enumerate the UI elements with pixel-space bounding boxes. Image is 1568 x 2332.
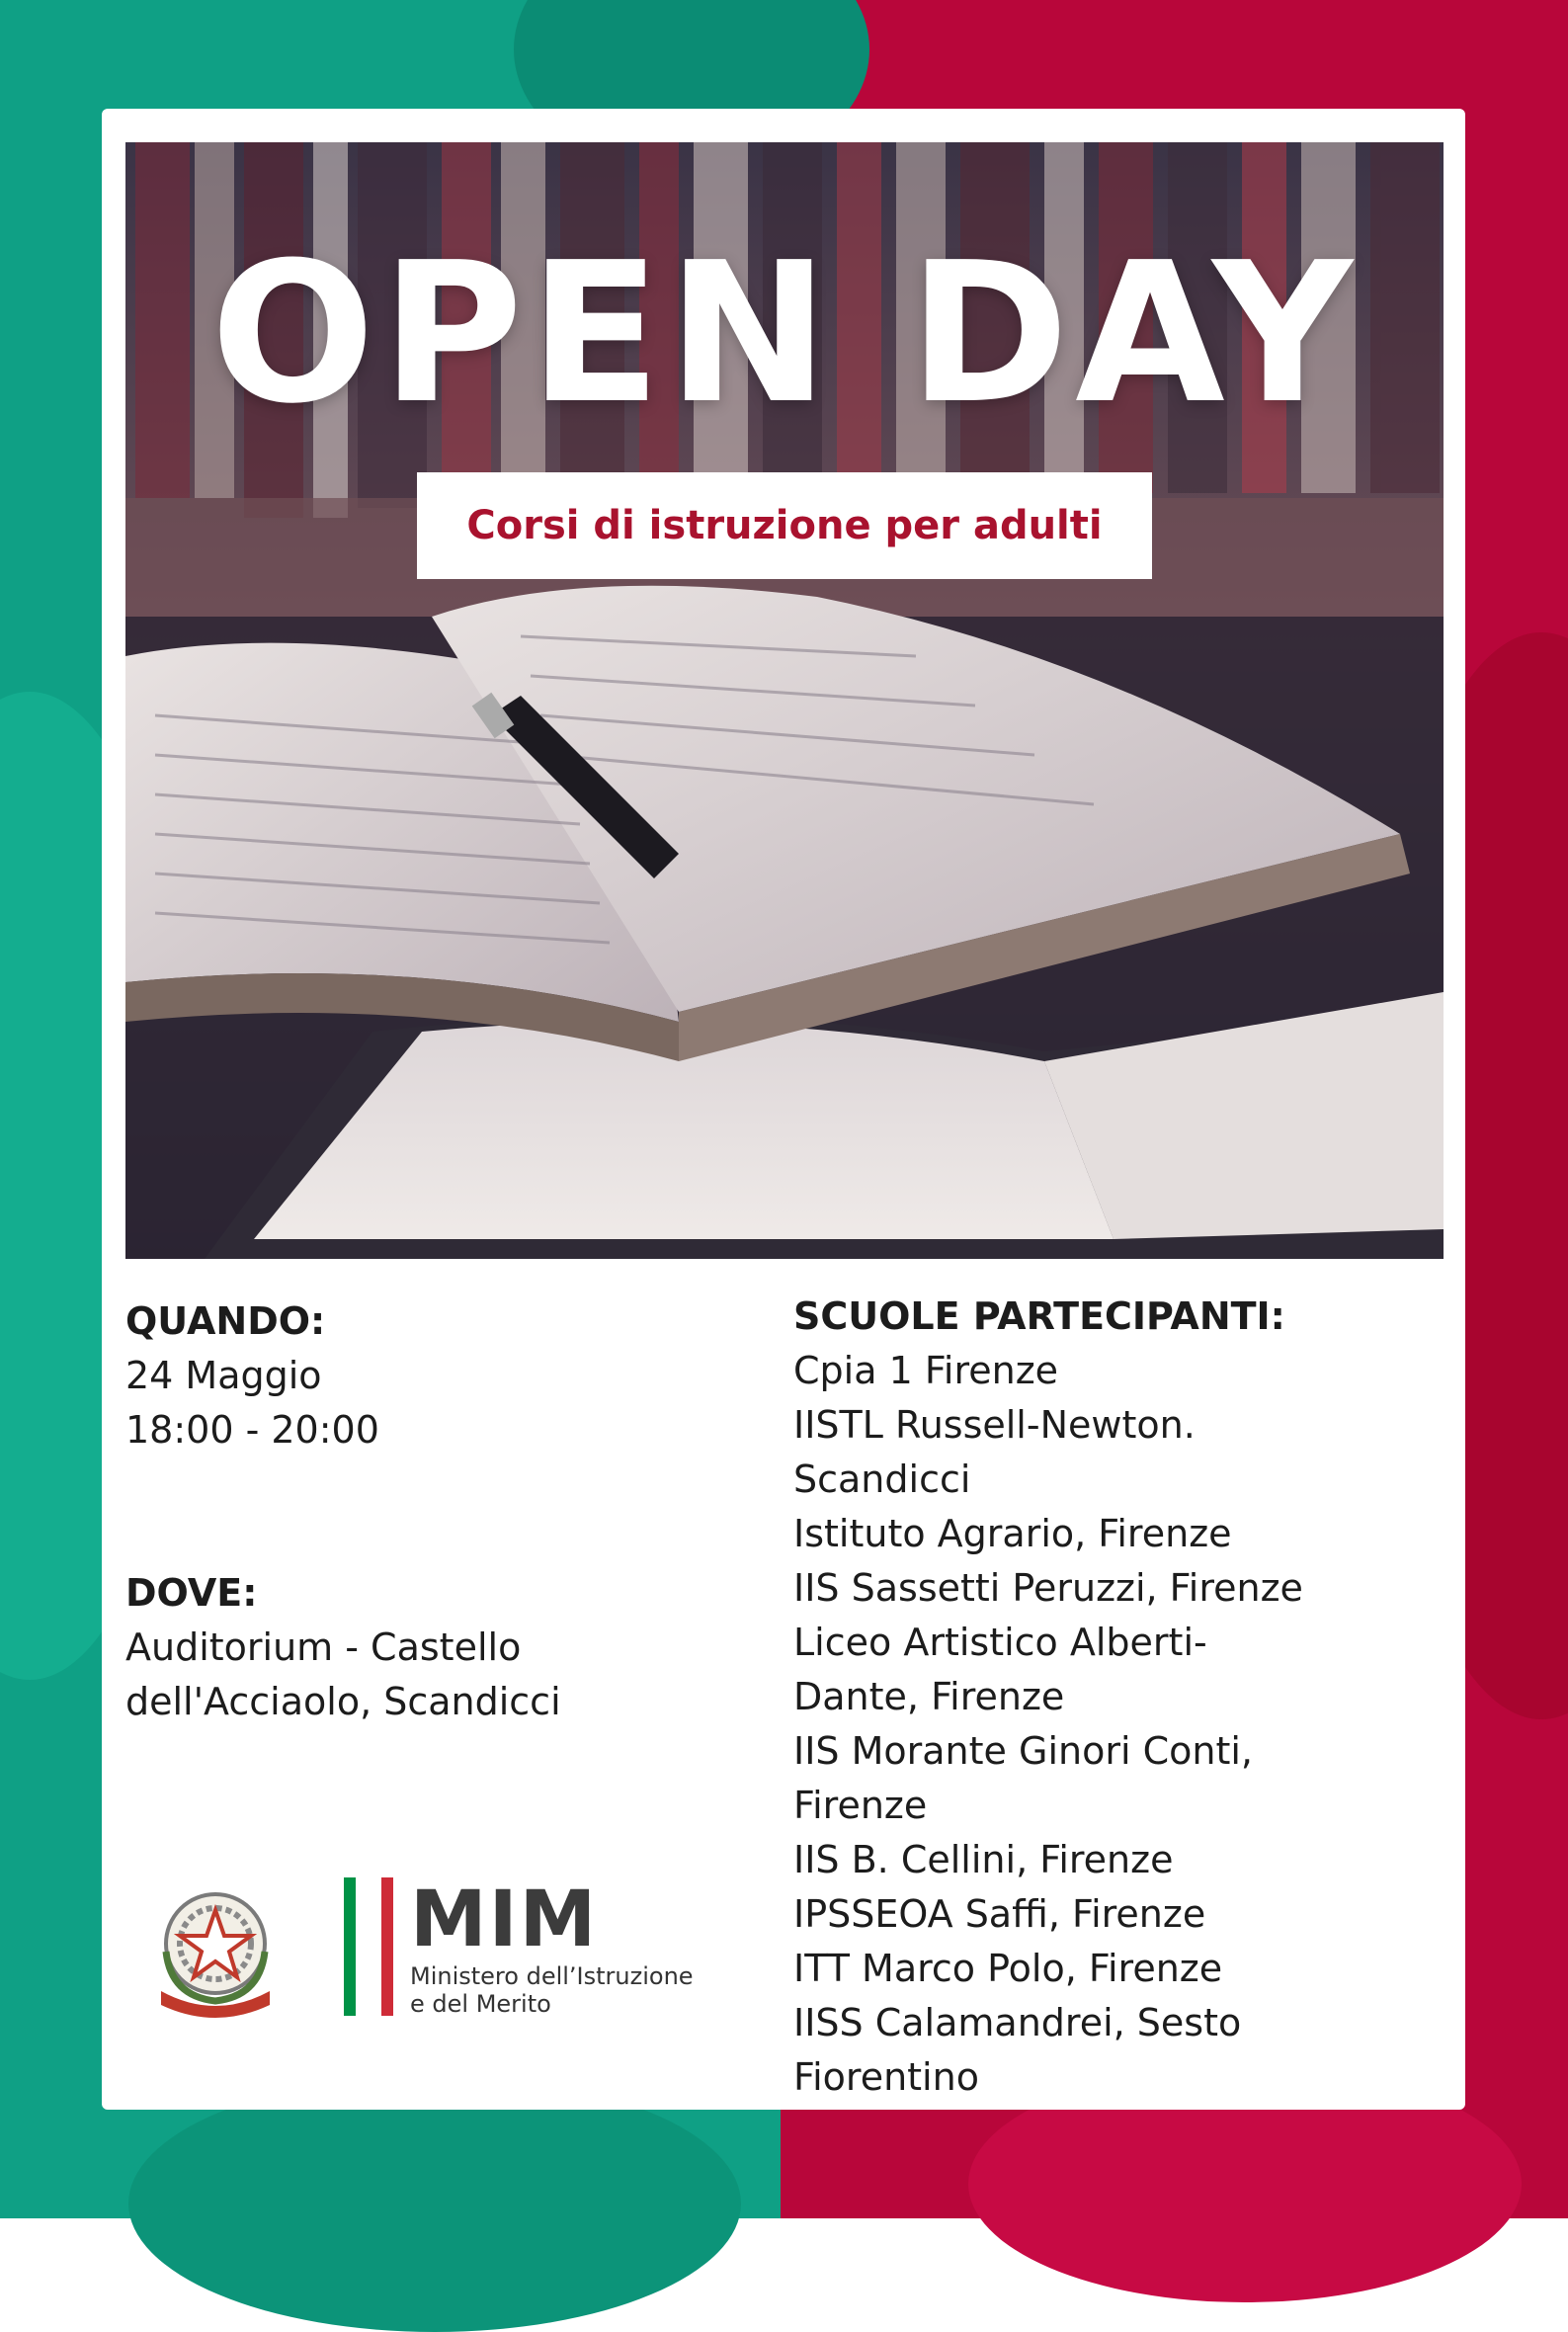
ministry-line: e del Merito <box>410 1990 551 2018</box>
school-line: IIS Sassetti Peruzzi, Firenze <box>793 1566 1303 1610</box>
italian-republic-emblem-icon <box>151 1882 280 2021</box>
school-line: Liceo Artistico Alberti- <box>793 1621 1207 1664</box>
open-day-title: OPEN DAY <box>210 221 1359 447</box>
mim-acronym: MIM <box>410 1875 599 1964</box>
subtitle-box <box>417 472 1152 579</box>
school-line: Istituto Agrario, Firenze <box>793 1512 1232 1555</box>
mim-logo <box>151 1877 764 2036</box>
books-photo <box>125 142 1444 1259</box>
school-line: Scandicci <box>793 1458 971 1501</box>
ministry-line: Ministero dell’Istruzione <box>410 1962 694 1990</box>
subtitle: Corsi di istruzione per adulti <box>466 503 1103 548</box>
ministry-name <box>410 1962 694 2018</box>
italian-flag-icon <box>344 1877 393 2016</box>
background-shape <box>128 2075 741 2332</box>
school-line: IIS B. Cellini, Firenze <box>793 1838 1174 1881</box>
school-line: ITT Marco Polo, Firenze <box>793 1947 1223 1990</box>
school-line: IISTL Russell-Newton. <box>793 1403 1196 1447</box>
school-line: Dante, Firenze <box>793 1675 1065 1718</box>
where-heading: DOVE: <box>125 1571 258 1615</box>
schools-heading: SCUOLE PARTECIPANTI: <box>793 1294 1285 1338</box>
when-heading: QUANDO: <box>125 1299 326 1343</box>
school-line: Cpia 1 Firenze <box>793 1349 1059 1392</box>
when-date: 24 Maggio <box>125 1354 322 1397</box>
when-time: 18:00 - 20:00 <box>125 1408 379 1452</box>
school-line: IIS Morante Ginori Conti, <box>793 1729 1253 1773</box>
poster-card <box>102 109 1465 2110</box>
school-line: IPSSEOA Saffi, Firenze <box>793 1892 1206 1936</box>
school-line: Fiorentino <box>793 2055 979 2099</box>
when-section <box>125 1294 738 1458</box>
where-line: dell'Acciaolo, Scandicci <box>125 1680 561 1723</box>
where-section <box>125 1566 738 1729</box>
school-line: IISS Calamandrei, Sesto <box>793 2001 1242 2044</box>
schools-section <box>793 1290 1445 2105</box>
school-line: Firenze <box>793 1784 928 1827</box>
where-line: Auditorium - Castello <box>125 1625 522 1669</box>
